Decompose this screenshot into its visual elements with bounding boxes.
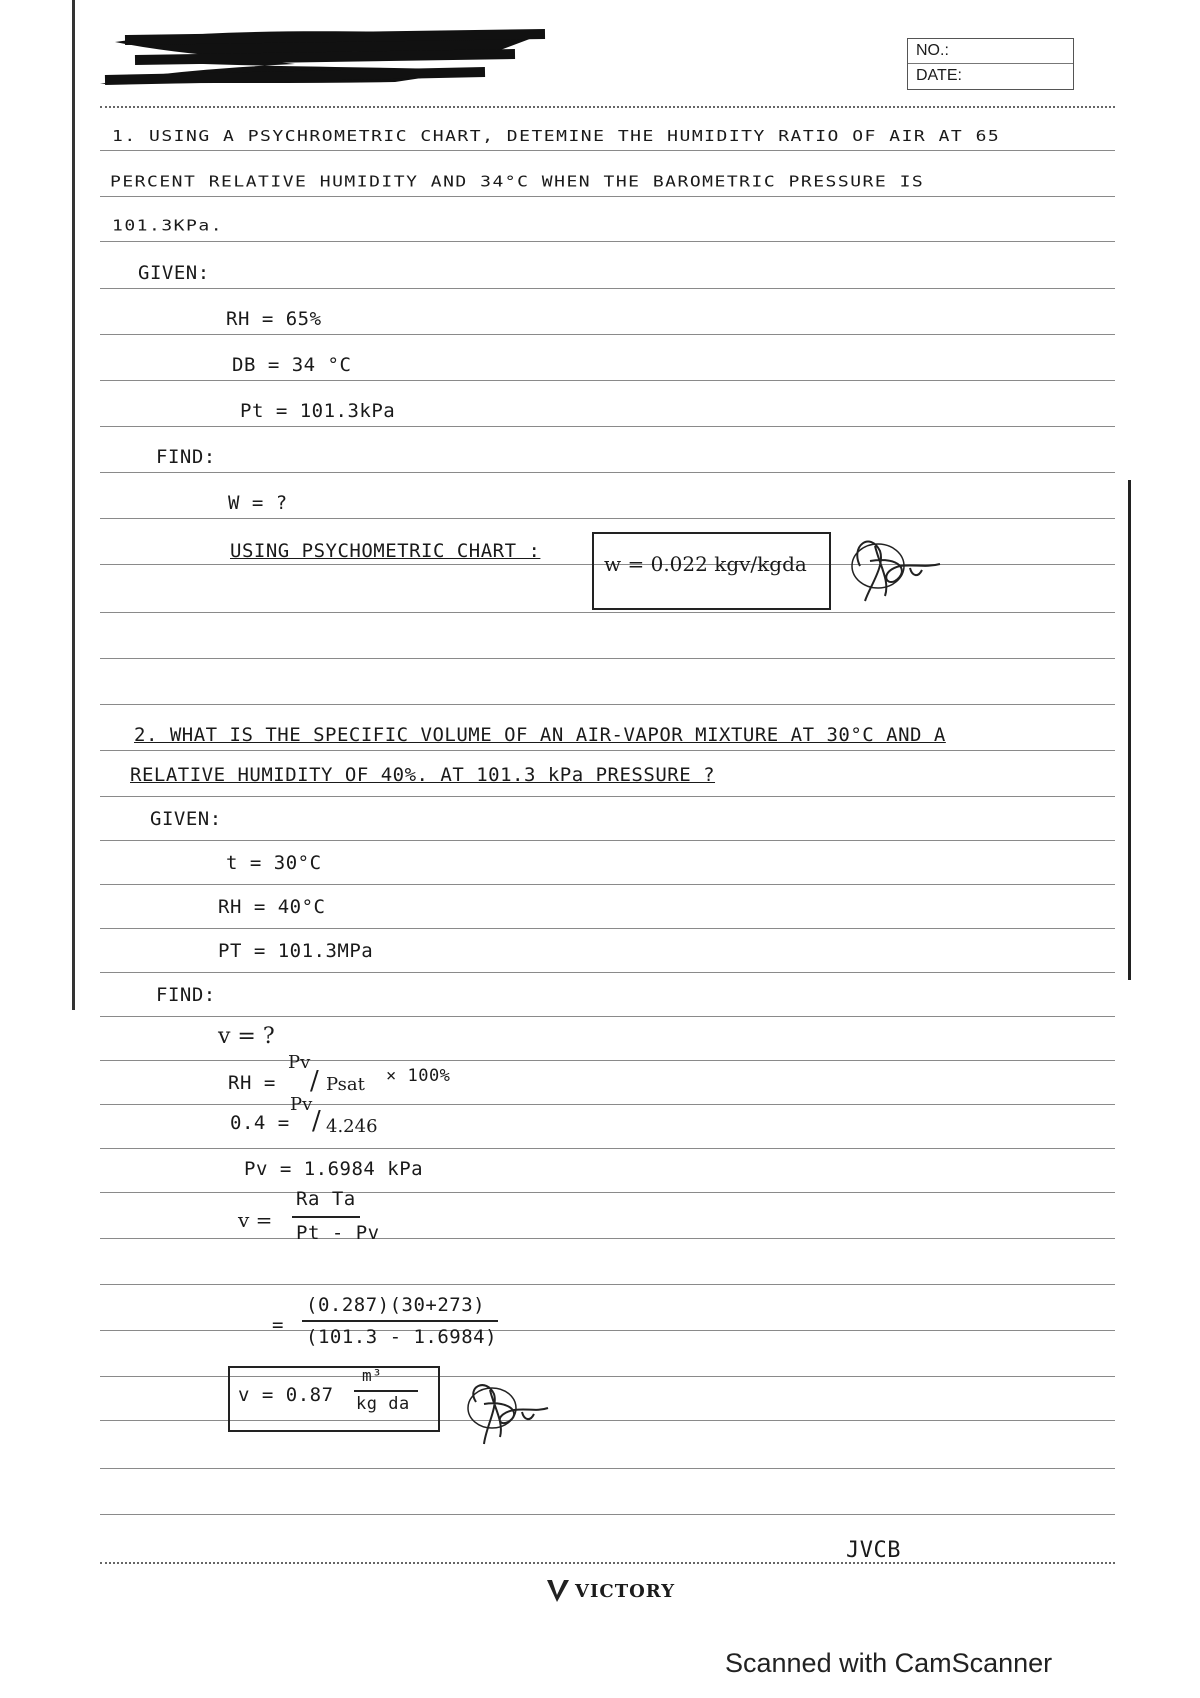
- problem1-given-pt: Pt = 101.3kPa: [240, 400, 396, 422]
- step1-den: Psat: [326, 1074, 365, 1095]
- page-edge: [72, 0, 75, 1010]
- ruled-line: [100, 334, 1115, 335]
- answer-den: kg da: [356, 1394, 410, 1414]
- problem2-line1: 2. WHAT IS THE SPECIFIC VOLUME OF AN AIR-VAPOR MIXTURE AT 30°C AND A: [134, 724, 946, 746]
- step2-den: 4.246: [326, 1116, 378, 1137]
- ruled-line: [100, 288, 1115, 289]
- problem2-given-pt: PT = 101.3MPa: [218, 940, 374, 962]
- ruled-line: [100, 796, 1115, 797]
- problem1-method: USING PSYCHOMETRIC CHART :: [230, 540, 541, 562]
- ruled-line: [100, 380, 1115, 381]
- date-label: DATE:: [908, 63, 1073, 88]
- page-edge-right: [1128, 480, 1131, 980]
- ruled-line: [100, 972, 1115, 973]
- victory-v-icon: [545, 1578, 571, 1604]
- problem1-line3: 101.3KPa.: [112, 217, 224, 235]
- redaction-scribble: [95, 22, 555, 92]
- problem1-given-rh: RH = 65%: [226, 308, 322, 330]
- ruled-line: [100, 426, 1115, 427]
- step3: Pv = 1.6984 kPa: [244, 1158, 424, 1180]
- bottom-dotted-rule: [100, 1562, 1115, 1564]
- ruled-line: [100, 1104, 1115, 1105]
- problem2-given-rh: RH = 40°C: [218, 896, 326, 918]
- ruled-line: [100, 704, 1115, 705]
- ruled-line: [100, 1148, 1115, 1149]
- signature-1: [840, 526, 950, 606]
- step2-num: Pv: [290, 1094, 313, 1115]
- ruled-line: [100, 1016, 1115, 1017]
- no-label: NO.:: [916, 42, 949, 59]
- step1-slash: /: [310, 1066, 319, 1096]
- ruled-line: [100, 241, 1115, 242]
- ruled-line: [100, 1468, 1115, 1469]
- victory-logo: [545, 1578, 675, 1604]
- ruled-line: [100, 1238, 1115, 1239]
- step4-fraction-bar: [292, 1216, 360, 1218]
- problem1-find-label: FIND:: [156, 446, 216, 468]
- ruled-line: [100, 150, 1115, 151]
- step5-den: (101.3 - 1.6984): [306, 1326, 498, 1348]
- camscanner-watermark: Scanned with CamScanner: [725, 1648, 1053, 1678]
- initials: JVCB: [846, 1538, 901, 1563]
- logo-text: VICTORY: [575, 1580, 676, 1602]
- ruled-line: [100, 750, 1115, 751]
- step4-lhs: v =: [238, 1208, 273, 1232]
- step2-lhs: 0.4 =: [230, 1112, 290, 1134]
- step1-lhs: RH =: [228, 1072, 276, 1094]
- problem1-answer: w = 0.022 kgv/kgda: [604, 552, 807, 576]
- answer-num: m³: [362, 1366, 383, 1385]
- step2-slash: /: [312, 1106, 321, 1136]
- problem2-find: v = ?: [218, 1024, 275, 1049]
- problem1-line2: PERCENT RELATIVE HUMIDITY AND 34°C WHEN THE BAROMETRIC PRESSURE IS: [110, 173, 925, 191]
- ruled-line: [100, 1514, 1115, 1515]
- ruled-line: [100, 1060, 1115, 1061]
- ruled-line: [100, 928, 1115, 929]
- problem2-given-label: GIVEN:: [150, 808, 222, 830]
- problem1-given-db: DB = 34 °C: [232, 354, 352, 376]
- answer-lhs: v = 0.87: [238, 1384, 334, 1406]
- step5-eq: =: [272, 1314, 284, 1336]
- step1-tail: × 100%: [386, 1066, 451, 1086]
- ruled-line: [100, 1330, 1115, 1331]
- ruled-line: [100, 884, 1115, 885]
- ruled-line: [100, 196, 1115, 197]
- step4-num: Ra Ta: [296, 1188, 356, 1210]
- ruled-line: [100, 1192, 1115, 1193]
- step5-num: (0.287)(30+273): [306, 1294, 486, 1316]
- problem2-find-label: FIND:: [156, 984, 216, 1006]
- problem1-line1: 1. USING A PSYCHROMETRIC CHART, DETEMINE THE HUMIDITY RATIO OF AIR AT 65: [112, 127, 1001, 145]
- ruled-line: [100, 518, 1115, 519]
- problem1-given-label: GIVEN:: [138, 262, 210, 284]
- answer-fraction-bar: [354, 1390, 418, 1392]
- problem1-find: W = ?: [228, 492, 288, 514]
- step4-den: Pt - Pv: [296, 1222, 380, 1244]
- ruled-line: [100, 472, 1115, 473]
- ruled-line: [100, 1284, 1115, 1285]
- problem2-line2: RELATIVE HUMIDITY OF 40%. AT 101.3 kPa PRESSURE ?: [130, 764, 716, 786]
- top-dotted-rule: [100, 106, 1115, 108]
- ruled-line: [100, 612, 1115, 613]
- signature-2: [456, 1372, 556, 1452]
- step5-fraction-bar: [302, 1320, 498, 1322]
- problem2-given-t: t = 30°C: [226, 852, 322, 874]
- ruled-line: [100, 658, 1115, 659]
- step1-num: Pv: [288, 1052, 311, 1073]
- header-box: [907, 38, 1074, 90]
- ruled-line: [100, 840, 1115, 841]
